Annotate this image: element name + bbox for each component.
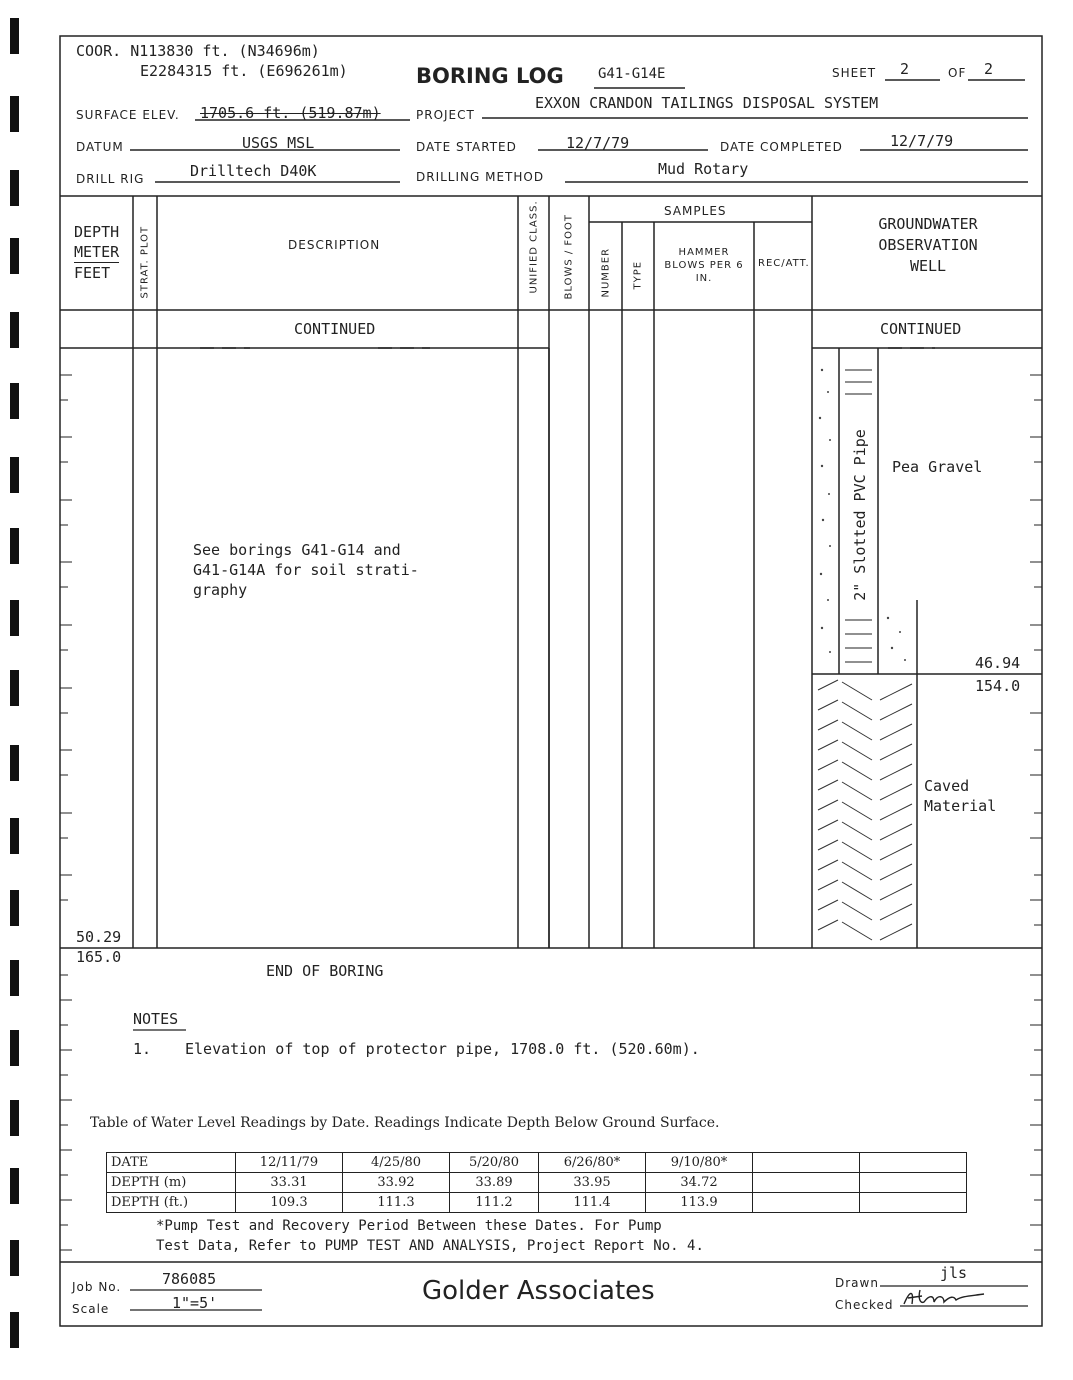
rec-att-header: REC/ATT. [758,258,810,269]
meter-label: METER [74,243,120,261]
empty-cell [753,1153,860,1173]
soil-description [193,540,419,600]
footnote-line-2: Test Data, Refer to PUMP TEST AND ANALYSIS, Project Report No. 4. [156,1238,704,1254]
number-header: NUMBER [600,247,612,298]
scale-label: Scale [72,1302,110,1316]
water-level-table [106,1152,967,1213]
project-label: PROJECT [416,108,475,122]
end-depth-m: 50.29 [76,928,122,946]
drill-rig-value: Drilltech D40K [190,162,317,180]
end-depth-ft: 165.0 [76,948,122,966]
scale-value: 1"=5' [172,1294,218,1312]
coordinates-block [76,42,320,60]
sheet-number: 2 [900,60,910,78]
date-cell: 4/25/80 [343,1153,450,1173]
drilling-method-label: DRILLING METHOD [416,170,545,184]
continued-right: CONTINUED [880,320,962,338]
table-row [107,1193,967,1213]
date-cell: 6/26/80* [539,1153,646,1173]
well-depth-m: 46.94 [975,654,1021,672]
depth-ft-cell: 111.4 [539,1193,646,1213]
boring-id: G41-G14E [598,66,666,82]
end-of-boring: END OF BORING [266,962,384,980]
form-title: BORING LOG [416,64,564,88]
empty-cell [753,1193,860,1213]
description-header: DESCRIPTION [288,238,381,252]
row-label: DEPTH (ft.) [107,1193,236,1213]
footnote-line-1: *Pump Test and Recovery Period Between these Dates. For Pump [156,1218,662,1234]
drawn-value: jls [940,1264,968,1282]
sheet-total: 2 [984,60,994,78]
date-started-value: 12/7/79 [566,134,630,152]
of-label: OF [948,66,967,80]
depth-ft-cell: 113.9 [646,1193,753,1213]
empty-cell [753,1173,860,1193]
coor-north: N113830 ft. (N34696m) [130,42,320,60]
job-no-value: 786085 [162,1270,217,1288]
checked-label: Checked [835,1298,894,1312]
date-completed-value: 12/7/79 [890,132,954,150]
depth-ft-cell: 109.3 [236,1193,343,1213]
depth-m-cell: 33.95 [539,1173,646,1193]
empty-cell [860,1153,967,1173]
note-1-number: 1. [133,1040,152,1058]
caved-line: Material [924,797,997,815]
description-line: graphy [193,581,248,599]
drill-rig-label: DRILL RIG [76,172,145,186]
pea-gravel-label: Pea Gravel [892,458,983,476]
well-depth-ft: 154.0 [975,677,1021,695]
sheet-label: SHEET [832,66,877,80]
date-started-label: DATE STARTED [416,140,517,154]
project-value: EXXON CRANDON TAILINGS DISPOSAL SYSTEM [535,94,879,112]
caved-material-label [924,776,996,816]
water-table-caption: Table of Water Level Readings by Date. Readings Indicate Depth Below Ground Surface. [90,1115,720,1131]
drilling-method-value: Mud Rotary [658,160,749,178]
pvc-pipe-label: 2" Slotted PVC Pipe [851,429,869,601]
empty-cell [860,1173,967,1193]
note-1-text: Elevation of top of protector pipe, 1708.0 ft. (520.60m). [185,1040,700,1058]
date-completed-label: DATE COMPLETED [720,140,843,154]
table-row [107,1173,967,1193]
blows-foot-header: BLOWS / FOOT [563,213,575,300]
surface-elev-label: SURFACE ELEV. [76,108,180,122]
date-cell: 9/10/80* [646,1153,753,1173]
depth-ft-cell: 111.3 [343,1193,450,1213]
description-line: G41-G14A for soil strati- [193,561,419,579]
hammer-blows-header: HAMMER BLOWS PER 6 IN. [664,247,744,284]
depth-label: DEPTH [74,223,120,241]
surface-elev-value: 1705.6 ft. (519.87m) [200,104,381,122]
coor-label: COOR. [76,42,122,60]
datum-value: USGS MSL [242,134,315,152]
coor-east: E2284315 ft. (E696261m) [140,62,348,80]
company-name: Golder Associates [422,1276,655,1306]
caved-line: Caved [924,777,970,795]
row-label: DATE [107,1153,236,1173]
groundwater-well-header: GROUNDWATER OBSERVATION WELL [878,215,978,275]
feet-label: FEET [74,264,111,282]
date-cell: 5/20/80 [450,1153,539,1173]
date-cell: 12/11/79 [236,1153,343,1173]
depth-m-cell: 33.89 [450,1173,539,1193]
empty-cell [860,1193,967,1213]
table-row [107,1153,967,1173]
strat-plot-header: STRAT. PLOT [139,225,151,299]
continued-left: CONTINUED [294,320,376,338]
notes-title: NOTES [133,1010,179,1028]
depth-m-cell: 34.72 [646,1173,753,1193]
depth-column-header [74,222,119,283]
job-no-label: Job No. [72,1280,122,1294]
depth-ft-cell: 111.2 [450,1193,539,1213]
samples-header: SAMPLES [664,204,727,218]
drawn-label: Drawn [835,1276,879,1290]
datum-label: DATUM [76,140,124,154]
unified-class-header: UNIFIED CLASS. [528,200,540,294]
checked-signature [900,1286,990,1310]
description-line: See borings G41-G14 and [193,541,401,559]
depth-m-cell: 33.92 [343,1173,450,1193]
type-header: TYPE [632,260,644,290]
row-label: DEPTH (m) [107,1173,236,1193]
depth-m-cell: 33.31 [236,1173,343,1193]
